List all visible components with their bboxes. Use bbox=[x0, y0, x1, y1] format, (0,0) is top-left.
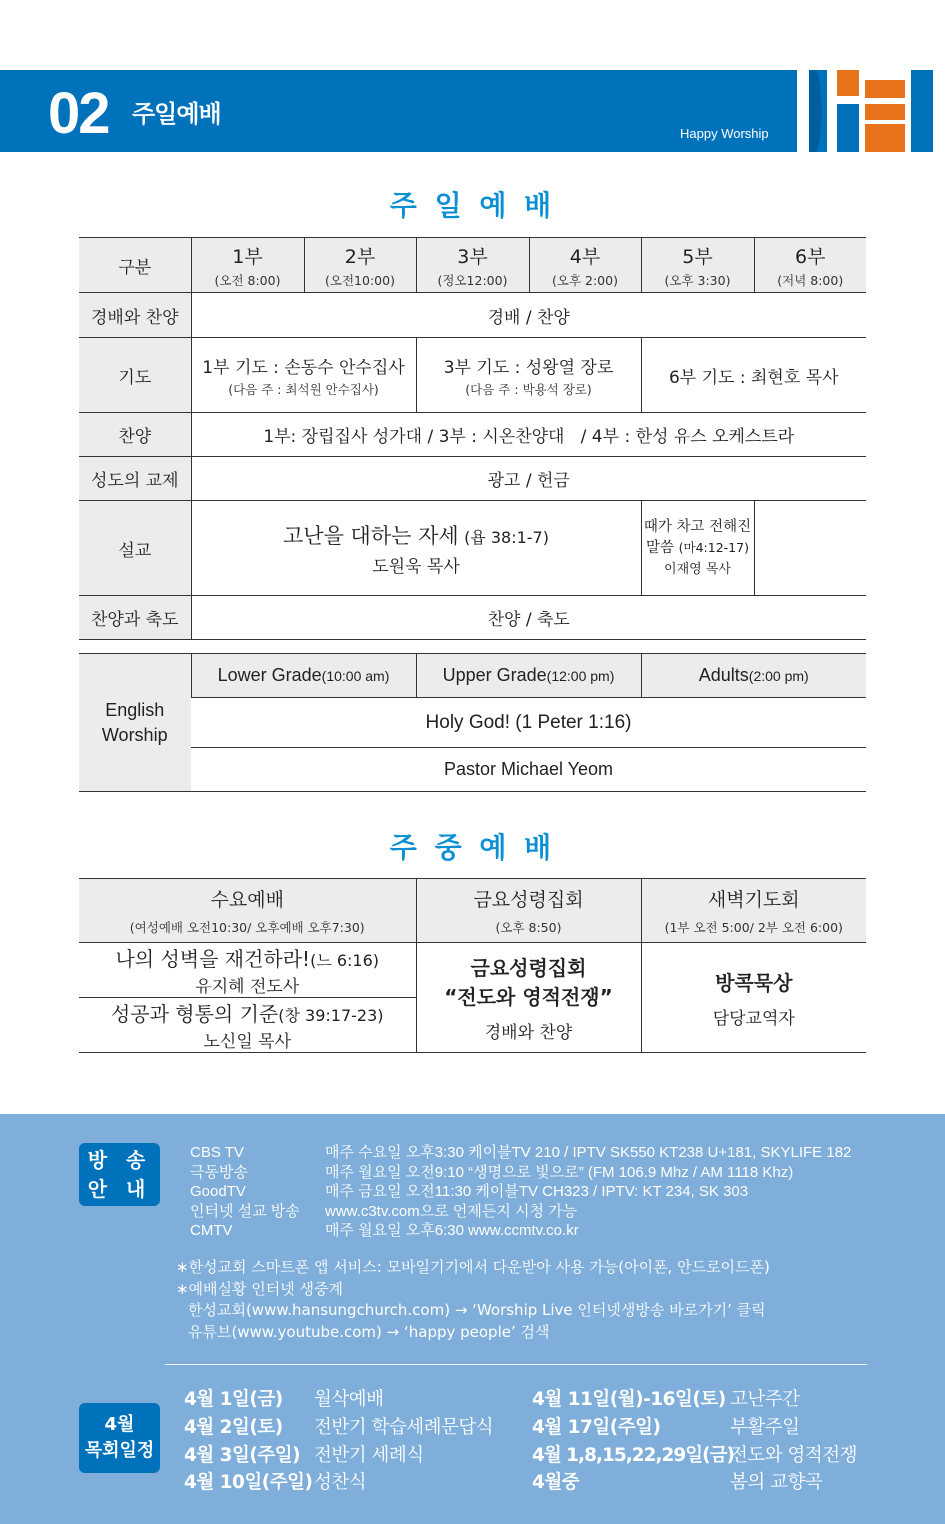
worship-value: 경배 / 찬양 bbox=[191, 293, 866, 338]
page-title: 주일예배 bbox=[132, 100, 221, 128]
prayer-3: 3부 기도 : 성왕열 장로 (다음 주 : 박용석 장로) bbox=[416, 338, 641, 413]
sermon-row bbox=[79, 501, 866, 596]
schedule-event: 월삭예배 bbox=[314, 1389, 384, 1410]
closing-row bbox=[79, 596, 866, 640]
broadcast-info-goodtv: 매주 금요일 오전11:30 케이블TV CH323 / IPTV: KT 234, SK 303 bbox=[325, 1183, 749, 1200]
wednesday-sermon-1: 나의 성벽을 재건하라!(느 6:16) 유지혜 전도사 bbox=[79, 943, 416, 998]
english-preacher: Pastor Michael Yeom bbox=[191, 748, 866, 792]
broadcast-name-cbs: CBS TV bbox=[190, 1144, 244, 1161]
wednesday-sermon-2: 성공과 형통의 기준(창 39:17-23) 노신일 목사 bbox=[79, 998, 416, 1053]
schedule-event: 전반기 학습세례문답식 bbox=[314, 1417, 494, 1438]
schedule-event: 부활주일 bbox=[730, 1417, 800, 1438]
service-5: 5부 (오후 3:30) bbox=[641, 238, 754, 293]
broadcast-info-cbs: 매주 수요일 오후3:30 케이블TV 210 / IPTV SK550 KT238 U+181, SKYLIFE 182 bbox=[325, 1144, 852, 1161]
broadcast-info-cmtv: 매주 월요일 오후6:30 www.ccmtv.co.kr bbox=[325, 1222, 579, 1239]
service-2: 2부 (오전10:00) bbox=[304, 238, 416, 293]
schedule-event: 성찬식 bbox=[314, 1472, 367, 1493]
praise-label: 찬양 bbox=[79, 413, 191, 457]
broadcast-badge: 방 송 안 내 bbox=[79, 1143, 160, 1206]
category-label: 구분 bbox=[79, 238, 191, 293]
schedule-event: 봄의 교향곡 bbox=[730, 1472, 823, 1493]
broadcast-name-internet: 인터넷 설교 방송 bbox=[190, 1202, 300, 1220]
sunday-worship-title: 주 일 예 배 bbox=[389, 189, 556, 222]
broadcast-info-internet: www.c3tv.com으로 언제든지 시청 가능 bbox=[325, 1202, 578, 1220]
prayer-row bbox=[79, 338, 866, 413]
page-subtitle: Happy Worship bbox=[680, 126, 769, 141]
schedule-badge: 4월 목회일정 bbox=[79, 1403, 160, 1473]
church-logo bbox=[797, 70, 945, 152]
fellowship-value: 광고 / 헌금 bbox=[191, 457, 866, 501]
english-grades-row bbox=[79, 654, 866, 698]
prayer-6: 6부 기도 : 최현호 목사 bbox=[641, 338, 866, 413]
dawn-service: 새벽기도회 (1부 오전 5:00/ 2부 오전 6:00) bbox=[641, 879, 866, 943]
service-6: 6부 (저녁 8:00) bbox=[754, 238, 866, 293]
closing-value: 찬양 / 축도 bbox=[191, 596, 866, 640]
closing-label: 찬양과 축도 bbox=[79, 596, 191, 640]
friday-detail: 금요성령집회 “전도와 영적전쟁” 경배와 찬양 bbox=[416, 943, 641, 1053]
schedule-date: 4월중 bbox=[532, 1472, 580, 1493]
sunday-worship-table bbox=[79, 237, 866, 640]
schedule-date: 4월 1일(금) bbox=[184, 1389, 283, 1410]
broadcast-infos bbox=[325, 1143, 851, 1241]
midweek-worship-table bbox=[79, 878, 866, 1053]
note-live-stream: ∗예배실황 인터넷 생중계 bbox=[176, 1280, 344, 1298]
sermon-ref: (욥 38:1-7) bbox=[464, 527, 549, 547]
broadcast-name-febc: 극동방송 bbox=[190, 1163, 248, 1181]
prayer-label: 기도 bbox=[79, 338, 191, 413]
sermon-main bbox=[191, 501, 641, 596]
friday-service: 금요성령집회 (오후 8:50) bbox=[416, 879, 641, 943]
schedule-date: 4월 17일(주일) bbox=[532, 1417, 661, 1438]
band-divider bbox=[165, 1364, 867, 1365]
dawn-detail: 방콕묵상 담당교역자 bbox=[641, 943, 866, 1053]
sermon-title: 고난을 대하는 자세 bbox=[283, 523, 459, 548]
lower-grade: Lower Grade(10:00 am) bbox=[191, 654, 416, 698]
service-4: 4부 (오후 2:00) bbox=[529, 238, 641, 293]
praise-row bbox=[79, 413, 866, 457]
sermon-preacher: 도원욱 목사 bbox=[372, 556, 460, 577]
midweek-row-1 bbox=[79, 943, 866, 998]
header-band bbox=[0, 70, 945, 152]
schedule-date: 4월 11일(월)-16일(토) bbox=[532, 1389, 726, 1410]
schedule-date: 4월 10일(주일) bbox=[184, 1472, 313, 1493]
fellowship-row bbox=[79, 457, 866, 501]
english-worship-label: English Worship bbox=[79, 654, 191, 792]
schedule-event: 전반기 세례식 bbox=[314, 1445, 424, 1466]
service-1: 1부 (오전 8:00) bbox=[191, 238, 304, 293]
upper-grade: Upper Grade(12:00 pm) bbox=[416, 654, 641, 698]
english-preacher-row bbox=[79, 748, 866, 792]
wednesday-service: 수요예배 (여성예배 오전10:30/ 오후예배 오후7:30) bbox=[79, 879, 416, 943]
broadcast-names bbox=[190, 1143, 300, 1241]
midweek-worship-title: 주 중 예 배 bbox=[389, 831, 556, 864]
broadcast-name-goodtv: GoodTV bbox=[190, 1183, 246, 1200]
sermon-empty-cell bbox=[754, 501, 866, 596]
broadcast-info-febc: 매주 월요일 오전9:10 “생명으로 빛으로” (FM 106.9 Mhz / AM 1118 Khz) bbox=[325, 1163, 794, 1181]
schedule-event: 고난주간 bbox=[730, 1389, 800, 1410]
broadcast-name-cmtv: CMTV bbox=[190, 1222, 233, 1239]
english-worship-table bbox=[79, 653, 866, 792]
service-3: 3부 (정오12:00) bbox=[416, 238, 529, 293]
fellowship-label: 성도의 교제 bbox=[79, 457, 191, 501]
praise-value: 1부: 장립집사 성가대 / 3부 : 시온찬양대 / 4부 : 한성 유스 오케스트라 bbox=[191, 413, 866, 457]
note-youtube-link: 유튜브(www.youtube.com) → ‘happy people’ 검색 bbox=[188, 1323, 550, 1341]
english-sermon-row bbox=[79, 698, 866, 748]
worship-row bbox=[79, 293, 866, 338]
note-homepage-link: 한성교회(www.hansungchurch.com) → ‘Worship Live 인터넷생방송 바로가기’ 클릭 bbox=[188, 1301, 766, 1319]
schedule-date: 4월 1,8,15,22,29일(금) bbox=[532, 1445, 734, 1466]
english-sermon: Holy God! (1 Peter 1:16) bbox=[191, 698, 866, 748]
worship-label: 경배와 찬양 bbox=[79, 293, 191, 338]
schedule-event: 전도와 영적전쟁 bbox=[730, 1445, 857, 1466]
service-header-row bbox=[79, 238, 866, 293]
midweek-header-row bbox=[79, 879, 866, 943]
schedule-date: 4월 3일(주일) bbox=[184, 1445, 301, 1466]
schedule-date: 4월 2일(토) bbox=[184, 1417, 283, 1438]
prayer-1: 1부 기도 : 손동수 안수집사 (다음 주 : 최석원 안수집사) bbox=[191, 338, 416, 413]
sermon-6: 때가 차고 전해진 말씀 (마4:12-17) 이재영 목사 bbox=[641, 501, 754, 596]
section-number: 02 bbox=[48, 81, 109, 146]
adults: Adults(2:00 pm) bbox=[641, 654, 866, 698]
note-app-service: ∗한성교회 스마트폰 앱 서비스: 모바일기기에서 다운받아 사용 가능(아이폰, 안드로이드폰) bbox=[176, 1258, 770, 1276]
sermon-label: 설교 bbox=[79, 501, 191, 596]
